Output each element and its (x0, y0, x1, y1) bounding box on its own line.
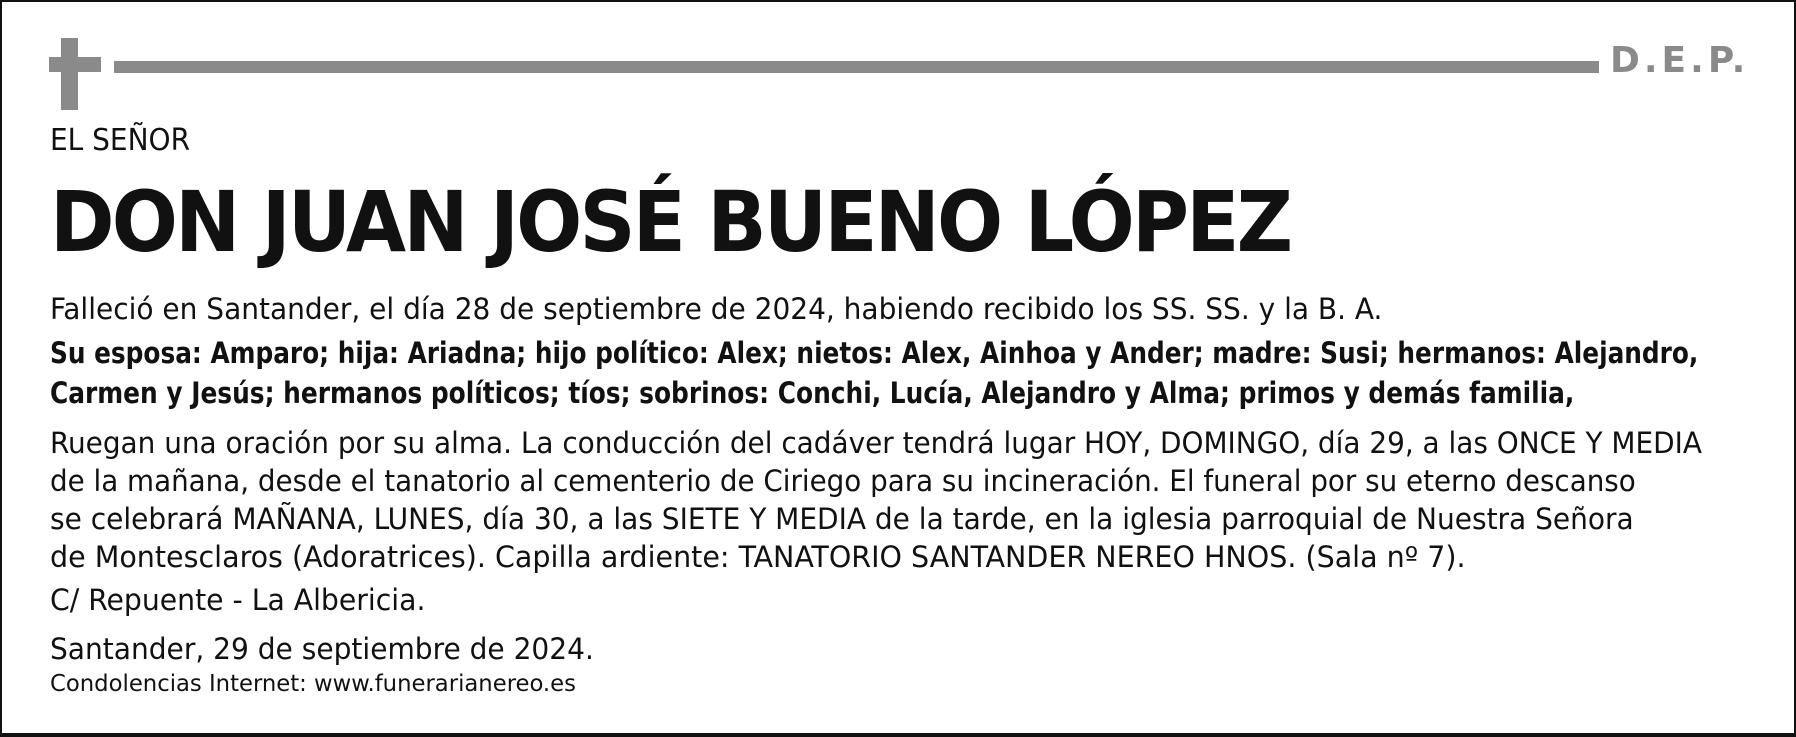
info-line-5: C/ Repuente - La Albericia. (50, 583, 426, 617)
deceased-name: DON JUAN JOSÉ BUENO LÓPEZ (50, 173, 1291, 271)
cross-icon-bar (49, 57, 101, 72)
dep-label: D.E.P. (1610, 40, 1750, 81)
header-rule (114, 61, 1599, 73)
info-line-1: Ruegan una oración por su alma. La conducción del cadáver tendrá lugar HOY, DOMINGO, día 29, a las ONCE Y MEDIA (50, 426, 1702, 460)
cross-icon (61, 38, 78, 110)
condolences-line: Condolencias Internet: www.funerarianereo.es (50, 671, 576, 697)
family-line-2: Carmen y Jesús; hermanos políticos; tíos; sobrinos: Conchi, Lucía, Alejandro y Alma; primos y demás familia, (50, 376, 1575, 410)
title-prefix: EL SEÑOR (50, 123, 191, 158)
info-line-4: de Montesclaros (Adoratrices). Capilla ardiente: TANATORIO SANTANDER NEREO HNOS. (Sala nº 7). (50, 540, 1466, 574)
death-line: Falleció en Santander, el día 28 de septiembre de 2024, habiendo recibido los SS. SS. y la B. A. (50, 292, 1383, 326)
info-line-3: se celebrará MAÑANA, LUNES, día 30, a las SIETE Y MEDIA de la tarde, en la iglesia parroquial de Nuestra Señora (50, 502, 1634, 536)
place-date: Santander, 29 de septiembre de 2024. (50, 632, 594, 666)
info-line-2: de la mañana, desde el tanatorio al cementerio de Ciriego para su incineración. El funeral por su eterno descanso (50, 464, 1636, 498)
family-line-1: Su esposa: Amparo; hija: Ariadna; hijo político: Alex; nietos: Alex, Ainhoa y Ander; madre: Susi; hermanos: Alejandro, (50, 336, 1699, 370)
